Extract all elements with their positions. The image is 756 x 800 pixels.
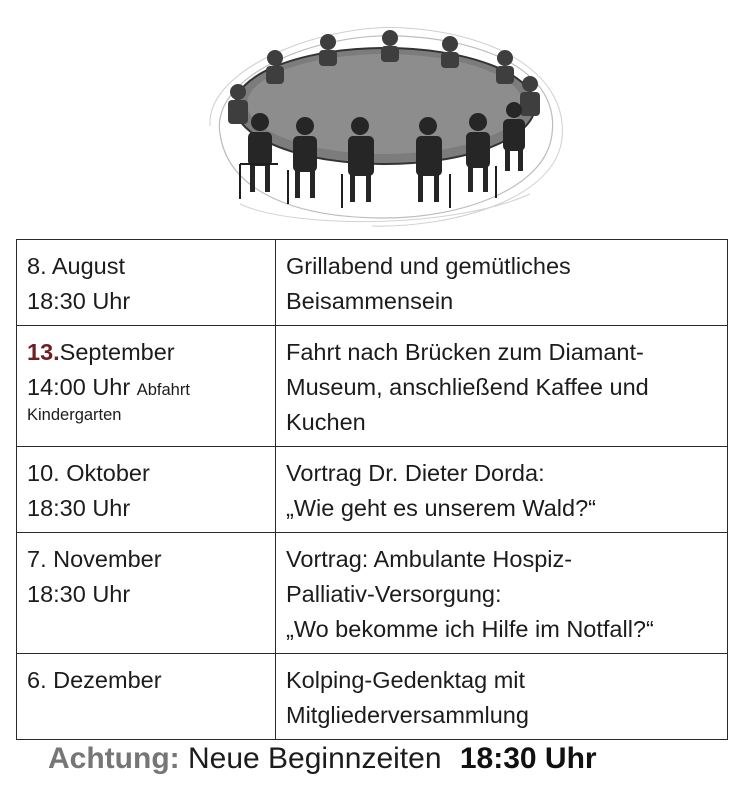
event-description-line: Museum, anschließend Kaffee und [286, 374, 649, 400]
table-row [17, 654, 728, 740]
date-cell [17, 240, 276, 326]
event-date: 10. Oktober [27, 460, 150, 486]
event-description-line: Beisammensein [286, 288, 454, 314]
event-time-line [27, 370, 275, 408]
event-time: 18:30 Uhr [27, 581, 131, 607]
date-cell [17, 326, 276, 447]
event-date: 7. November [27, 546, 162, 572]
event-description-line: Palliativ-Versorgung: [286, 581, 502, 607]
description-cell [276, 240, 728, 326]
event-schedule-table [16, 239, 728, 740]
event-description-line: Grillabend und gemütliches [286, 253, 571, 279]
event-description-line: Kolping-Gedenktag mit [286, 667, 526, 693]
start-time-notice [48, 742, 597, 776]
event-description-line: Mitgliederversammlung [286, 702, 529, 728]
event-description-line: Vortrag Dr. Dieter Dorda: [286, 460, 545, 486]
event-description-line: „Wo bekomme ich Hilfe im Notfall?“ [286, 616, 654, 642]
event-month: September [59, 339, 175, 365]
table-row [17, 447, 728, 533]
date-cell [17, 447, 276, 533]
description-cell [276, 447, 728, 533]
description-cell [276, 533, 728, 654]
description-cell [276, 654, 728, 740]
description-cell [276, 326, 728, 447]
round-table-sketch-icon [200, 14, 570, 232]
event-description-line: Vortrag: Ambulante Hospiz- [286, 546, 573, 572]
notice-time: 18:30 Uhr [459, 742, 597, 775]
event-date: 8. August [27, 253, 125, 279]
event-note-line: Kindergarten [27, 406, 122, 424]
event-date: 6. Dezember [27, 667, 162, 693]
event-day-number: 13. [27, 339, 60, 365]
table-row [17, 240, 728, 326]
event-time: 18:30 Uhr [27, 288, 131, 314]
date-cell [17, 533, 276, 654]
event-note: Abfahrt [136, 381, 190, 399]
table-row [17, 326, 728, 447]
event-time: 18:30 Uhr [27, 495, 131, 521]
event-time: 14:00 Uhr [27, 374, 131, 400]
warning-label: Achtung: [48, 742, 180, 775]
event-description-line: Fahrt nach Brücken zum Diamant- [286, 339, 644, 365]
event-date [27, 335, 275, 370]
event-description-line: „Wie geht es unserem Wald?“ [286, 495, 596, 521]
event-description-line: Kuchen [286, 409, 366, 435]
date-cell [17, 654, 276, 740]
notice-text: Neue Beginnzeiten [187, 742, 442, 775]
table-row [17, 533, 728, 654]
